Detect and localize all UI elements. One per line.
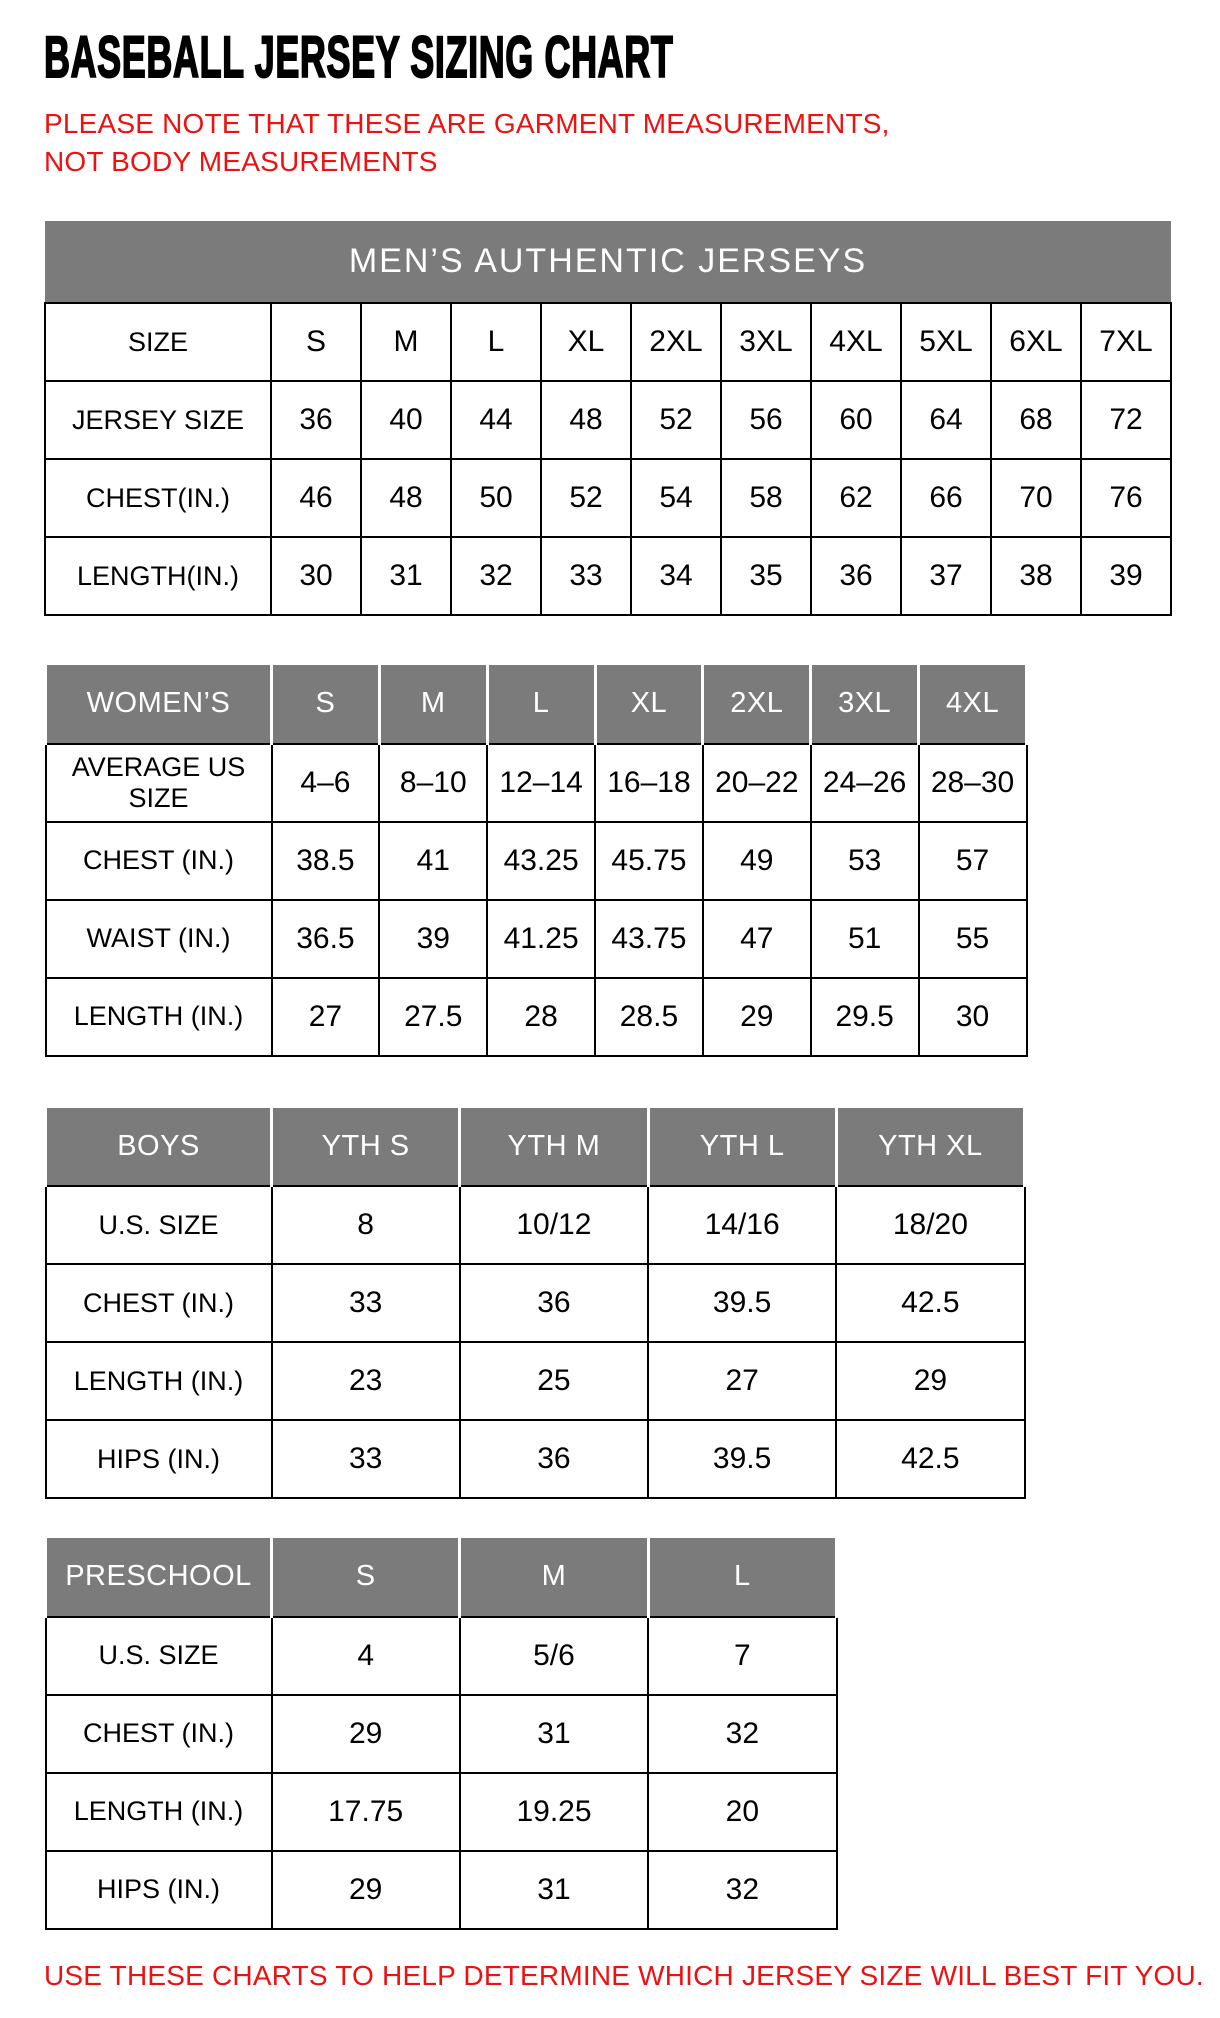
value-cell: 60 (811, 381, 901, 459)
value-cell: 10/12 (460, 1186, 648, 1264)
row-label: HIPS (IN.) (46, 1420, 272, 1498)
value-cell: 45.75 (595, 822, 703, 900)
value-cell: 51 (811, 900, 919, 978)
table-row (46, 1264, 1025, 1342)
table-row (45, 381, 1171, 459)
column-header: S (272, 664, 380, 744)
value-cell: 56 (721, 381, 811, 459)
mens-authentic-jerseys (44, 221, 1172, 616)
value-cell: 70 (991, 459, 1081, 537)
table-title-band: MEN’S AUTHENTIC JERSEYS (45, 221, 1171, 303)
row-label: SIZE (45, 303, 271, 381)
value-cell: 5/6 (460, 1617, 648, 1695)
value-cell: 4 (272, 1617, 460, 1695)
value-cell: 27.5 (379, 978, 487, 1056)
column-header: YTH L (648, 1106, 836, 1186)
value-cell: XL (541, 303, 631, 381)
value-cell: 36 (811, 537, 901, 615)
value-cell: 32 (451, 537, 541, 615)
value-cell: 4XL (811, 303, 901, 381)
preschool-jerseys (44, 1535, 838, 1930)
value-cell: 28.5 (595, 978, 703, 1056)
row-label: LENGTH (IN.) (46, 1773, 272, 1851)
table-title-cell: WOMEN’S (46, 664, 272, 744)
row-label: WAIST (IN.) (46, 900, 272, 978)
page-title: BASEBALL JERSEY SIZING CHART (44, 25, 674, 90)
table-row (46, 1773, 837, 1851)
row-label: CHEST (IN.) (46, 1264, 272, 1342)
value-cell: 39 (379, 900, 487, 978)
value-cell: 50 (451, 459, 541, 537)
value-cell: 33 (272, 1420, 460, 1498)
value-cell: 23 (272, 1342, 460, 1420)
table-row (46, 900, 1027, 978)
column-header: YTH M (460, 1106, 648, 1186)
value-cell: 8 (272, 1186, 460, 1264)
value-cell: 36 (460, 1420, 648, 1498)
value-cell: 35 (721, 537, 811, 615)
value-cell: 42.5 (836, 1264, 1024, 1342)
value-cell: 68 (991, 381, 1081, 459)
preschool-sizing-table (44, 1535, 1176, 1930)
table-row (45, 303, 1171, 381)
value-cell: 38.5 (272, 822, 380, 900)
value-cell: 57 (919, 822, 1027, 900)
value-cell: 20–22 (703, 744, 811, 822)
row-label: LENGTH(IN.) (45, 537, 271, 615)
table-row (45, 459, 1171, 537)
value-cell: 14/16 (648, 1186, 836, 1264)
table-row (46, 1851, 837, 1929)
value-cell: 5XL (901, 303, 991, 381)
row-label: U.S. SIZE (46, 1186, 272, 1264)
value-cell: 52 (541, 459, 631, 537)
column-header: YTH XL (836, 1106, 1024, 1186)
value-cell: 39 (1081, 537, 1171, 615)
column-header: YTH S (272, 1106, 460, 1186)
value-cell: 37 (901, 537, 991, 615)
value-cell: 6XL (991, 303, 1081, 381)
table-row (46, 1695, 837, 1773)
value-cell: 25 (460, 1342, 648, 1420)
value-cell: 52 (631, 381, 721, 459)
table-row (46, 822, 1027, 900)
value-cell: 43.75 (595, 900, 703, 978)
column-header: L (487, 664, 595, 744)
value-cell: 72 (1081, 381, 1171, 459)
value-cell: 7 (648, 1617, 836, 1695)
value-cell: 30 (271, 537, 361, 615)
value-cell: 4–6 (272, 744, 380, 822)
row-label: AVERAGE US SIZE (46, 744, 272, 822)
value-cell: 39.5 (648, 1420, 836, 1498)
value-cell: 47 (703, 900, 811, 978)
value-cell: S (271, 303, 361, 381)
value-cell: 2XL (631, 303, 721, 381)
value-cell: 66 (901, 459, 991, 537)
table-title-cell: PRESCHOOL (46, 1537, 272, 1617)
value-cell: 7XL (1081, 303, 1171, 381)
value-cell: 64 (901, 381, 991, 459)
column-header: 2XL (703, 664, 811, 744)
value-cell: 36.5 (272, 900, 380, 978)
boys-jerseys (44, 1105, 1026, 1500)
column-header: M (460, 1537, 648, 1617)
value-cell: 31 (361, 537, 451, 615)
footer-note: USE THESE CHARTS TO HELP DETERMINE WHICH JERSEY SIZE WILL BEST FIT YOU. (44, 1959, 1204, 1991)
boys-sizing-table (44, 1105, 1176, 1500)
table-row (46, 978, 1027, 1056)
row-label: LENGTH (IN.) (46, 1342, 272, 1420)
column-header: XL (595, 664, 703, 744)
table-row (46, 1617, 837, 1695)
value-cell: 32 (648, 1851, 836, 1929)
value-cell: 41 (379, 822, 487, 900)
row-label: U.S. SIZE (46, 1617, 272, 1695)
value-cell: 31 (460, 1851, 648, 1929)
value-cell: 46 (271, 459, 361, 537)
value-cell: 28 (487, 978, 595, 1056)
value-cell: 48 (541, 381, 631, 459)
value-cell: 19.25 (460, 1773, 648, 1851)
value-cell: 55 (919, 900, 1027, 978)
column-header: L (648, 1537, 836, 1617)
table-row (46, 1342, 1025, 1420)
value-cell: 27 (272, 978, 380, 1056)
value-cell: 29 (703, 978, 811, 1056)
value-cell: 31 (460, 1695, 648, 1773)
table-row (45, 537, 1171, 615)
value-cell: 34 (631, 537, 721, 615)
row-label: CHEST (IN.) (46, 822, 272, 900)
value-cell: 36 (271, 381, 361, 459)
value-cell: 29 (272, 1695, 460, 1773)
value-cell: 39.5 (648, 1264, 836, 1342)
column-header: 4XL (919, 664, 1027, 744)
value-cell: 29 (836, 1342, 1024, 1420)
table-title-cell: BOYS (46, 1106, 272, 1186)
value-cell: 54 (631, 459, 721, 537)
value-cell: 36 (460, 1264, 648, 1342)
column-header: 3XL (811, 664, 919, 744)
value-cell: 43.25 (487, 822, 595, 900)
womens-sizing-table (44, 662, 1176, 1057)
row-label: JERSEY SIZE (45, 381, 271, 459)
value-cell: 29.5 (811, 978, 919, 1056)
value-cell: 40 (361, 381, 451, 459)
row-label: HIPS (IN.) (46, 1851, 272, 1929)
womens-jerseys (44, 662, 1028, 1057)
value-cell: 33 (541, 537, 631, 615)
value-cell: 53 (811, 822, 919, 900)
value-cell: 29 (272, 1851, 460, 1929)
row-label: CHEST (IN.) (46, 1695, 272, 1773)
column-header: M (379, 664, 487, 744)
garment-measurements-note: PLEASE NOTE THAT THESE ARE GARMENT MEASUREMENTS, NOT BODY MEASUREMENTS (44, 108, 890, 177)
value-cell: 17.75 (272, 1773, 460, 1851)
value-cell: 42.5 (836, 1420, 1024, 1498)
value-cell: 38 (991, 537, 1081, 615)
value-cell: 41.25 (487, 900, 595, 978)
value-cell: M (361, 303, 451, 381)
value-cell: 3XL (721, 303, 811, 381)
value-cell: 30 (919, 978, 1027, 1056)
value-cell: 16–18 (595, 744, 703, 822)
value-cell: 32 (648, 1695, 836, 1773)
value-cell: 12–14 (487, 744, 595, 822)
table-row (46, 744, 1027, 822)
value-cell: 44 (451, 381, 541, 459)
value-cell: 62 (811, 459, 901, 537)
row-label: LENGTH (IN.) (46, 978, 272, 1056)
value-cell: 33 (272, 1264, 460, 1342)
mens-sizing-table (44, 221, 1176, 616)
value-cell: 58 (721, 459, 811, 537)
table-row (46, 1420, 1025, 1498)
value-cell: 24–26 (811, 744, 919, 822)
value-cell: 49 (703, 822, 811, 900)
column-header: S (272, 1537, 460, 1617)
value-cell: L (451, 303, 541, 381)
value-cell: 76 (1081, 459, 1171, 537)
row-label: CHEST(IN.) (45, 459, 271, 537)
table-row (46, 1186, 1025, 1264)
value-cell: 8–10 (379, 744, 487, 822)
value-cell: 48 (361, 459, 451, 537)
value-cell: 27 (648, 1342, 836, 1420)
value-cell: 18/20 (836, 1186, 1024, 1264)
value-cell: 20 (648, 1773, 836, 1851)
value-cell: 28–30 (919, 744, 1027, 822)
